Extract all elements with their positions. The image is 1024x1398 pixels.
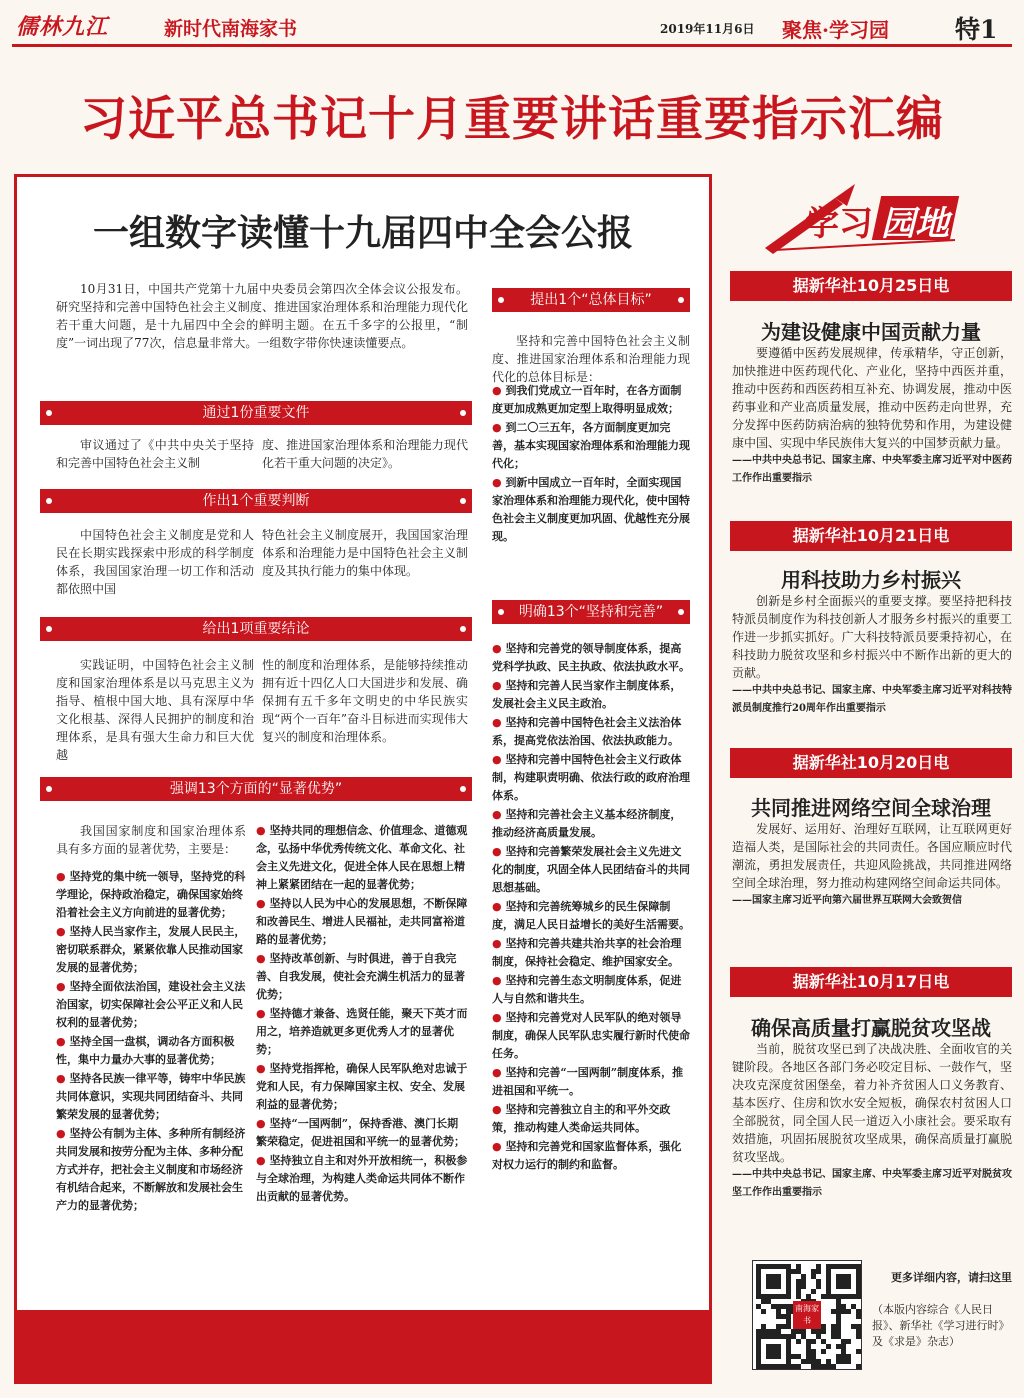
list-item-text: 坚持改革创新、与时俱进，善于自我完善、自我发展，使社会充满生机活力的显著优势； [256, 952, 465, 1001]
list-item-text: 坚持全国一盘棋，调动各方面积极性，集中力量办大事的显著优势； [56, 1035, 235, 1066]
list-item [56, 868, 246, 922]
s1-col1 [56, 436, 254, 476]
list-item-text: 坚持和完善党的领导制度体系，提高党科学执政、民主执政、依法执政水平。 [492, 642, 690, 673]
news-body-text: 发展好、运用好、治理好互联网，让互联网更好造福人类，是国际社会的共同责任。各国应顺应时代潮流，勇担发展责任，共迎风险挑战，共同推进网络空间全球治理，努力推动构建网络空间命运共同体。 [732, 822, 1012, 890]
list-item-text: 坚持和完善中国特色社会主义法治体系，提高党依法治国、依法执政能力。 [492, 716, 682, 747]
news-dateline-bar: 据新华社10月25日电 [730, 271, 1012, 301]
list-item-text: 坚持德才兼备、选贤任能，聚天下英才而用之，培养造就更多更优秀人才的显著优势； [256, 1007, 468, 1056]
qr-code-icon[interactable] [752, 1260, 862, 1370]
bullet-icon: ● [492, 845, 506, 858]
news-headline: 为建设健康中国贡献力量 [761, 320, 981, 344]
bullet-icon: ● [492, 900, 506, 913]
masthead-rule [12, 44, 1012, 47]
list-item [256, 1060, 468, 1114]
news-body-text: 当前，脱贫攻坚已到了决战决胜、全面收官的关键阶段。各地区各部门务必咬定目标、一鼓作气，坚决攻克深度贫困堡垒，着力补齐贫困人口义务教育、基本医疗、住房和饮水安全短板，确保农村贫困人口全部脱贫，同全国人民一道迈入小康社会。要采取有效措施，巩固拓展脱贫攻坚成果，确保高质量打赢脱贫攻坚战。 [732, 1042, 1012, 1164]
brand-logo-text: 儒林九江 [16, 14, 109, 40]
list-item [256, 950, 468, 1004]
bullet-icon: ● [56, 1127, 70, 1140]
list-item [492, 972, 690, 1008]
list-item-text: 坚持和完善独立自主的和平外交政策，推动构建人类命运共同体。 [492, 1103, 671, 1134]
news-source: ——中共中央总书记、国家主席、中央军委主席习近平对科技特派员制度推行20周年作出重要指示 [732, 685, 1012, 714]
bullet-icon: ● [56, 925, 70, 938]
bullet-icon: ● [56, 1035, 70, 1048]
list-item [492, 806, 690, 842]
s3-col2 [262, 656, 468, 764]
bullet-icon: ● [256, 1154, 270, 1167]
list-item-text: 坚持和完善党和国家监督体系，强化对权力运行的制约和监督。 [492, 1140, 682, 1171]
section-bar-judgement: 作出1个重要判断 [40, 489, 472, 513]
bullet-icon: ● [492, 476, 506, 489]
list-item [56, 1070, 246, 1124]
s1-col2-text: 度、推进国家治理体系和治理能力现代化若干重大问题的决定》。 [262, 438, 468, 470]
news-source: ——中共中央总书记、国家主席、中央军委主席习近平对脱贫攻坚工作作出重要指示 [732, 1169, 1012, 1198]
list-item-text: 坚持人民当家作主，发展人民民主，密切联系群众，紧紧依靠人民推动国家发展的显著优势； [56, 925, 246, 974]
list-item [56, 978, 246, 1032]
s3-col2-text: 性的制度和治理体系，是能够持续推动拥有近十四亿人口大国进步和发展、确保拥有五千多年文明史的中华民族实现“两个一百年”奋斗目标进而实现伟大复兴的制度和治理体系。 [262, 658, 468, 744]
bullet-icon: ● [256, 1117, 270, 1130]
bullet-icon: ● [492, 808, 506, 821]
s5-lead [492, 332, 690, 388]
list-item-text: 坚持党指挥枪，确保人民军队绝对忠诚于党和人民，有力保障国家主权、安全、发展利益的显著优势； [256, 1062, 468, 1111]
s6-uphold-list [492, 640, 690, 1300]
section-bar-advantages: 强调13个方面的“显著优势” [40, 777, 472, 801]
list-item [492, 898, 690, 934]
list-item-text: 到二〇三五年，各方面制度更加完善，基本实现国家治理体系和治理能力现代化； [492, 421, 690, 470]
s4-col1-list [56, 868, 246, 1308]
list-item-text: 坚持各民族一律平等，铸牢中华民族共同体意识，实现共同团结奋斗、共同繁荣发展的显著优势； [56, 1072, 246, 1121]
list-item-text: 坚持公有制为主体、多种所有制经济共同发展和按劳分配为主体、多种分配方式并存，把社会主义制度和市场经济有机结合起来，不断解放和发展社会生产力的显著优势； [56, 1127, 246, 1212]
list-item [256, 1005, 468, 1059]
logo-text-study: 学习 [805, 204, 873, 244]
list-item [492, 1009, 690, 1063]
list-item [256, 822, 468, 894]
list-item-text: 坚持和完善共建共治共享的社会治理制度，保持社会稳定、维护国家安全。 [492, 937, 682, 968]
s3-col1-text: 实践证明，中国特色社会主义制度和国家治理体系是以马克思主义为指导、植根中国大地、具有深厚中华文化根基、深得人民拥护的制度和治理体系，是具有强大生命力和巨大优越 [56, 658, 254, 762]
list-item [492, 1064, 690, 1100]
bullet-icon: ● [492, 1011, 506, 1024]
list-item [56, 1125, 246, 1215]
list-item-text: 坚持“一国两制”，保持香港、澳门长期繁荣稳定，促进祖国和平统一的显著优势； [256, 1117, 465, 1148]
bullet-icon: ● [492, 1066, 506, 1079]
list-item-text: 坚持和完善中国特色社会主义行政体制，构建职责明确、依法行政的政府治理体系。 [492, 753, 690, 802]
list-item [256, 1115, 468, 1151]
list-item [256, 895, 468, 949]
bullet-icon: ● [56, 1072, 70, 1085]
list-item [492, 843, 690, 897]
list-item [492, 1101, 690, 1137]
list-item [492, 935, 690, 971]
s2-col1-text: 中国特色社会主义制度是党和人民在长期实践探索中形成的科学制度体系，我国国家治理一切工作和活动都依照中国 [56, 528, 254, 596]
qr-more-info: 更多详细内容，请扫这里 [891, 1271, 1012, 1284]
list-item-text: 坚持和完善“一国两制”制度体系，推进祖国和平统一。 [492, 1066, 684, 1097]
bullet-icon: ● [56, 980, 70, 993]
bullet-icon: ● [256, 952, 270, 965]
s4-lead-text: 我国国家制度和国家治理体系具有多方面的显著优势，主要是： [56, 824, 246, 856]
list-item [56, 1033, 246, 1069]
masthead-slogan: 新时代南海家书 [164, 18, 298, 40]
news-headline: 共同推进网络空间全球治理 [751, 796, 991, 820]
list-item-text: 到新中国成立一百年时，全面实现国家治理体系和治理能力现代化，使中国特色社会主义制度更加巩固、优越性充分展现。 [492, 476, 690, 543]
list-item-text: 坚持共同的理想信念、价值理念、道德观念，弘扬中华优秀传统文化、革命文化、社会主义先进文化，促进全体人民在思想上精神上紧紧团结在一起的显著优势； [256, 824, 468, 891]
list-item-text: 到我们党成立一百年时，在各方面制度更加成熟更加定型上取得明显成效； [492, 384, 682, 415]
list-item-text: 坚持和完善社会主义基本经济制度，推动经济高质量发展。 [492, 808, 682, 839]
news-body [732, 344, 1012, 528]
news-source: ——中共中央总书记、国家主席、中央军委主席习近平对中医药工作作出重要指示 [732, 455, 1012, 484]
list-item-text: 坚持全面依法治国，建设社会主义法治国家，切实保障社会公平正义和人民权利的显著优势； [56, 980, 246, 1029]
s1-col2 [262, 436, 468, 476]
list-item [492, 1138, 690, 1174]
s5-goal-list [492, 382, 690, 572]
list-item-text: 坚持和完善统筹城乡的民生保障制度，满足人民日益增长的美好生活需要。 [492, 900, 690, 931]
logo-text-garden: 园地 [881, 204, 949, 244]
bullet-icon: ● [256, 1062, 270, 1075]
s3-col1 [56, 656, 254, 764]
news-headline: 用科技助力乡村振兴 [781, 568, 961, 592]
bullet-icon: ● [492, 974, 506, 987]
list-item-text: 坚持和完善党对人民军队的绝对领导制度，确保人民军队忠实履行新时代使命任务。 [492, 1011, 690, 1060]
s1-col1-text: 审议通过了《中共中央关于坚持和完善中国特色社会主义制 [56, 438, 254, 470]
list-item-text: 坚持和完善人民当家作主制度体系，发展社会主义民主政治。 [492, 679, 682, 710]
qr-center-label: 南海家书 [793, 1301, 821, 1329]
s2-col2 [262, 526, 468, 602]
bullet-icon: ● [492, 384, 506, 397]
list-item [492, 677, 690, 713]
s2-col2-text: 特色社会主义制度展开，我国国家治理体系和治理能力是中国特色社会主义制度及其执行能力的集中体现。 [262, 528, 468, 578]
section-bar-uphold: 明确13个“坚持和完善” [492, 600, 690, 624]
bullet-icon: ● [492, 1140, 506, 1153]
news-dateline-bar: 据新华社10月21日电 [730, 521, 1012, 551]
s4-col2-list [256, 822, 468, 1308]
news-body [732, 820, 1012, 966]
bullet-icon: ● [492, 642, 506, 655]
list-item-text: 坚持和完善繁荣发展社会主义先进文化的制度，巩固全体人民团结奋斗的共同思想基础。 [492, 845, 690, 894]
list-item [56, 923, 246, 977]
page-number: 特1 [955, 15, 998, 44]
list-item-text: 坚持以人民为中心的发展思想，不断保障和改善民生、增进人民福祉，走共同富裕道路的显著优势； [256, 897, 468, 946]
news-dateline-bar: 据新华社10月17日电 [730, 967, 1012, 997]
intro-paragraph [56, 280, 468, 372]
s5-lead-text: 坚持和完善中国特色社会主义制度、推进国家治理体系和治理能力现代化的总体目标是： [492, 334, 690, 384]
list-item [492, 751, 690, 805]
news-body [732, 592, 1012, 720]
section-bar-document: 通过1份重要文件 [40, 401, 472, 425]
bullet-icon: ● [256, 897, 270, 910]
list-item-text: 坚持党的集中统一领导，坚持党的科学理论，保持政治稳定，确保国家始终沿着社会主义方向前进的显著优势； [56, 870, 246, 919]
news-dateline-bar: 据新华社10月20日电 [730, 748, 1012, 778]
list-item [492, 640, 690, 676]
bullet-icon: ● [56, 870, 70, 883]
intro-text: 10月31日，中国共产党第十九届中央委员会第四次全体会议公报发布。研究坚持和完善中国特色社会主义制度、推进国家治理体系和治理能力现代化若干重大问题，是十九届四中全会的鲜明主题。在五千多字的公报里，“制度”一词出现了77次，信息量非常大。一组数字带你快速读懂要点。 [56, 282, 468, 350]
issue-date: 2019年11月6日 [660, 22, 755, 36]
news-source: ——国家主席习近平向第六届世界互联网大会致贺信 [732, 895, 962, 906]
list-item-text: 坚持独立自主和对外开放相统一，积极参与全球治理，为构建人类命运共同体不断作出贡献的显著优势。 [256, 1154, 468, 1203]
section-name: 聚焦·学习园 [782, 18, 889, 42]
frame-bottom-band [14, 1310, 712, 1384]
bullet-icon: ● [492, 1103, 506, 1116]
list-item-text: 坚持和完善生态文明制度体系，促进人与自然和谐共生。 [492, 974, 682, 1005]
list-item [256, 1152, 468, 1206]
list-item [492, 419, 690, 473]
section-bar-goal: 提出1个“总体目标” [492, 288, 690, 312]
bullet-icon: ● [492, 753, 506, 766]
bullet-icon: ● [256, 1007, 270, 1020]
s4-lead [56, 822, 246, 862]
list-item [492, 714, 690, 750]
source-note: （本版内容综合《人民日报》、新华社《学习进行时》及《求是》杂志） [872, 1303, 1010, 1348]
study-garden-logo [755, 178, 1015, 258]
bullet-icon: ● [492, 716, 506, 729]
news-body-text: 创新是乡村全面振兴的重要支撑。要坚持把科技特派员制度作为科技创新人才服务乡村振兴的重要工作进一步抓实抓好。广大科技特派员要秉持初心，在科技助力脱贫攻坚和乡村振兴中不断作出新的更大的贡献。 [732, 594, 1012, 680]
section-bar-conclusion: 给出1项重要结论 [40, 617, 472, 641]
main-article-title: 一组数字读懂十九届四中全会公报 [92, 213, 633, 254]
bullet-icon: ● [492, 679, 506, 692]
news-body [732, 1040, 1012, 1242]
news-body-text: 要遵循中医药发展规律，传承精华，守正创新，加快推进中医药现代化、产业化，坚持中西医并重，推动中医药和西医药相互补充、协调发展，推动中医药事业和产业高质量发展，推动中医药走向世界，充分发挥中医药防病治病的独特优势和作用，为建设健康中国、实现中华民族伟大复兴的中国梦贡献力量。 [732, 346, 1012, 450]
bullet-icon: ● [256, 824, 270, 837]
bullet-icon: ● [492, 421, 506, 434]
list-item [492, 474, 690, 546]
page-headline: 习近平总书记十月重要讲话重要指示汇编 [80, 92, 944, 147]
news-headline: 确保高质量打赢脱贫攻坚战 [751, 1016, 991, 1040]
s2-col1 [56, 526, 254, 602]
bullet-icon: ● [492, 937, 506, 950]
list-item [492, 382, 690, 418]
